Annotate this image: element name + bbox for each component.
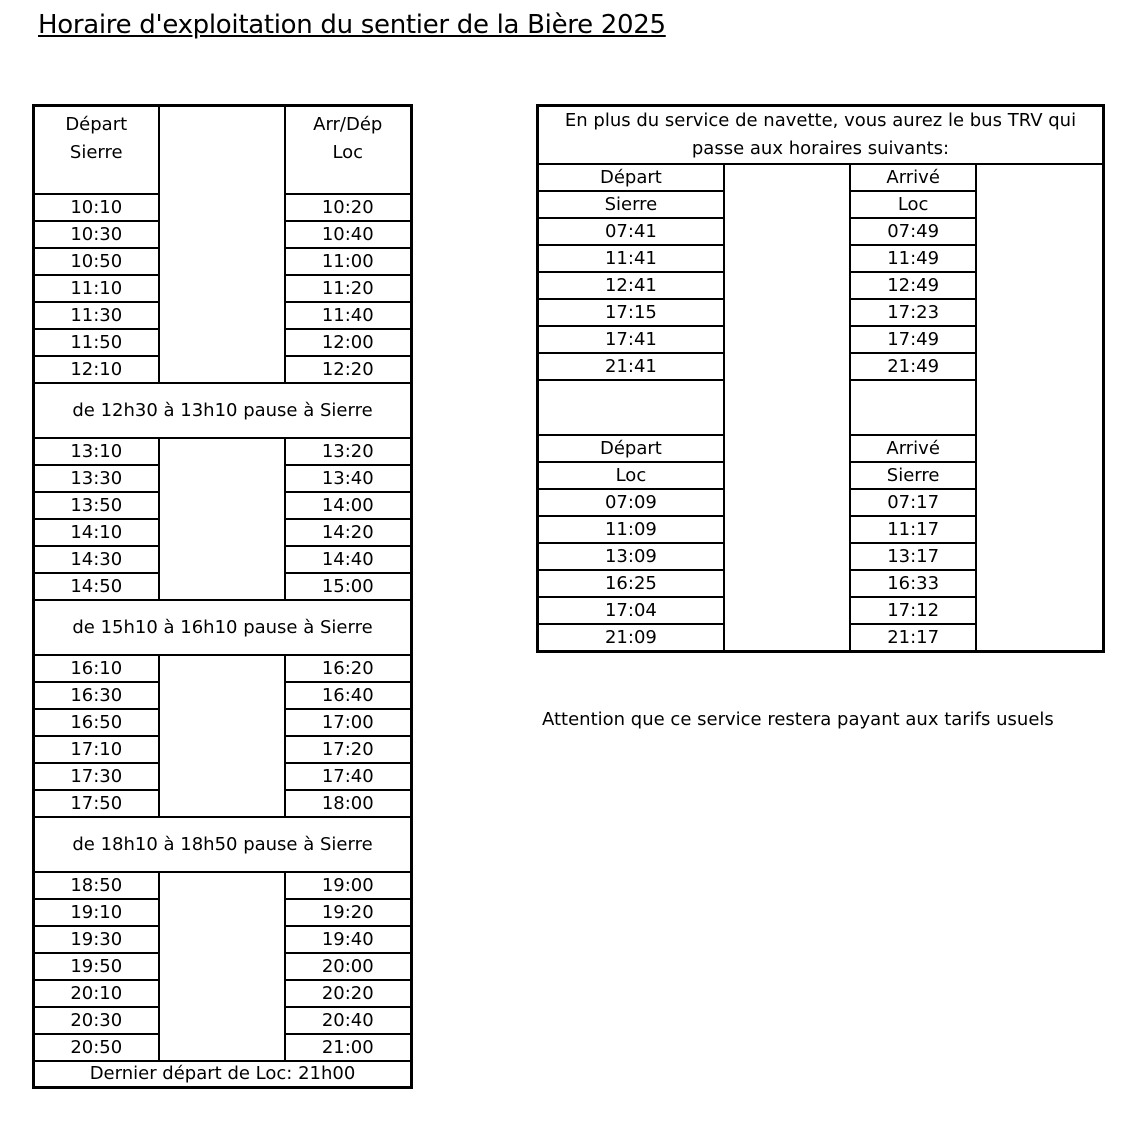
spacer-cell: [976, 597, 1103, 624]
header-left: Sierre: [538, 191, 724, 218]
departure-time: 14:10: [34, 519, 159, 546]
arrival-time: 15:00: [285, 573, 412, 600]
table-row: [538, 299, 1104, 326]
spacer-cell: [159, 872, 285, 899]
arrival-time: 12:00: [285, 329, 412, 356]
table-row: [34, 682, 412, 709]
departure-time: 11:41: [538, 245, 724, 272]
footer-row: [34, 1061, 412, 1088]
spacer-cell: [724, 299, 850, 326]
arrival-time: 20:40: [285, 1007, 412, 1034]
arrival-time: 11:49: [850, 245, 976, 272]
table-row: [34, 221, 412, 248]
departure-time: 11:50: [34, 329, 159, 356]
intro-row: [538, 106, 1104, 165]
table-row: [538, 489, 1104, 516]
header-right: Arrivé: [850, 435, 976, 462]
departure-time: 14:30: [34, 546, 159, 573]
departure-time: 17:30: [34, 763, 159, 790]
arrival-time: 16:20: [285, 655, 412, 682]
spacer-cell: [159, 899, 285, 926]
table-row: [538, 218, 1104, 245]
table-row: [538, 543, 1104, 570]
departure-time: 19:50: [34, 953, 159, 980]
departure-time: 20:50: [34, 1034, 159, 1061]
arrival-time: 21:00: [285, 1034, 412, 1061]
spacer-cell: [724, 624, 850, 652]
table-row: [34, 302, 412, 329]
spacer-cell: [976, 543, 1103, 570]
spacer-cell: [159, 492, 285, 519]
spacer-cell: [159, 329, 285, 356]
header-left: Loc: [538, 462, 724, 489]
spacer-cell: [976, 380, 1103, 435]
table-row: [34, 736, 412, 763]
spacer-cell: [159, 1007, 285, 1034]
header-right: Sierre: [850, 462, 976, 489]
pause-row: [34, 600, 412, 655]
arrival-time: 11:00: [285, 248, 412, 275]
departure-time: 10:10: [34, 194, 159, 221]
spacer-cell: [976, 245, 1103, 272]
arrival-time: 12:49: [850, 272, 976, 299]
departure-time: 07:09: [538, 489, 724, 516]
spacer-cell: [976, 326, 1103, 353]
arrival-time: 17:12: [850, 597, 976, 624]
last-departure-note: Dernier départ de Loc: 21h00: [34, 1061, 412, 1088]
table-row: [34, 275, 412, 302]
table-row: [34, 438, 412, 465]
table-row: [538, 326, 1104, 353]
arrival-time: 12:20: [285, 356, 412, 383]
departure-time: 11:30: [34, 302, 159, 329]
spacer-cell: [159, 790, 285, 817]
table-row: [538, 272, 1104, 299]
departure-time: 12:41: [538, 272, 724, 299]
departure-time: 19:10: [34, 899, 159, 926]
arrival-time: 17:23: [850, 299, 976, 326]
arrival-time: 14:00: [285, 492, 412, 519]
pause-text: de 18h10 à 18h50 pause à Sierre: [34, 817, 412, 872]
pause-row: [34, 383, 412, 438]
page-title: Horaire d'exploitation du sentier de la Bière 2025: [38, 10, 666, 40]
pause-text: de 15h10 à 16h10 pause à Sierre: [34, 600, 412, 655]
spacer-cell: [724, 164, 850, 191]
spacer-cell: [724, 272, 850, 299]
departure-time: 17:04: [538, 597, 724, 624]
spacer-cell: [159, 438, 285, 465]
arrival-time: 17:00: [285, 709, 412, 736]
table-row: [34, 980, 412, 1007]
payment-notice: Attention que ce service restera payant aux tarifs usuels: [542, 709, 1054, 730]
spacer-cell: [976, 624, 1103, 652]
departure-time: 07:41: [538, 218, 724, 245]
section-gap: [538, 380, 1104, 435]
table-row: [34, 655, 412, 682]
spacer-cell: [159, 953, 285, 980]
spacer-cell: [976, 218, 1103, 245]
spacer-cell: [976, 299, 1103, 326]
table-row: [34, 465, 412, 492]
arrival-time: 07:17: [850, 489, 976, 516]
spacer-cell: [724, 435, 850, 462]
arrival-time: 13:20: [285, 438, 412, 465]
departure-time: 16:10: [34, 655, 159, 682]
spacer-cell: [159, 573, 285, 600]
gap-cell: [850, 380, 976, 435]
departure-time: 13:10: [34, 438, 159, 465]
spacer-cell: [159, 302, 285, 329]
section-header-row: [538, 462, 1104, 489]
spacer-cell: [724, 543, 850, 570]
arrival-time: 17:20: [285, 736, 412, 763]
spacer-cell: [976, 489, 1103, 516]
spacer-cell: [976, 462, 1103, 489]
spacer-cell: [976, 570, 1103, 597]
departure-time: 10:30: [34, 221, 159, 248]
arrival-time: 11:20: [285, 275, 412, 302]
table-row: [34, 519, 412, 546]
section-header-row: [538, 164, 1104, 191]
spacer-cell: [159, 682, 285, 709]
spacer-cell: [159, 275, 285, 302]
table-row: [34, 953, 412, 980]
table-row: [538, 245, 1104, 272]
spacer-cell: [724, 462, 850, 489]
arrival-time: 17:40: [285, 763, 412, 790]
arrival-time: 11:17: [850, 516, 976, 543]
section-header-row: [538, 435, 1104, 462]
arrival-time: 17:49: [850, 326, 976, 353]
table-row: [34, 899, 412, 926]
table-row: [34, 492, 412, 519]
spacer-cell: [159, 709, 285, 736]
gap-cell: [538, 380, 724, 435]
spacer-cell: [976, 164, 1103, 191]
spacer-cell: [724, 353, 850, 380]
table-row: [34, 1007, 412, 1034]
spacer-cell: [159, 1034, 285, 1061]
arrival-time: 18:00: [285, 790, 412, 817]
departure-time: 20:30: [34, 1007, 159, 1034]
spacer-cell: [976, 272, 1103, 299]
table-row: [538, 624, 1104, 652]
arrival-time: 16:40: [285, 682, 412, 709]
departure-time: 10:50: [34, 248, 159, 275]
spacer-cell: [159, 356, 285, 383]
table-row: [34, 872, 412, 899]
header-right: Arrivé: [850, 164, 976, 191]
spacer-cell: [159, 106, 285, 195]
spacer-cell: [724, 380, 850, 435]
arrival-time: 21:49: [850, 353, 976, 380]
arrival-time: 07:49: [850, 218, 976, 245]
spacer-cell: [724, 489, 850, 516]
table-row: [34, 709, 412, 736]
spacer-cell: [159, 221, 285, 248]
departure-time: 16:25: [538, 570, 724, 597]
departure-time: 13:50: [34, 492, 159, 519]
table-row: [34, 573, 412, 600]
spacer-cell: [724, 570, 850, 597]
departure-time: 13:09: [538, 543, 724, 570]
departure-time: 11:10: [34, 275, 159, 302]
table-row: [538, 570, 1104, 597]
departure-time: 17:50: [34, 790, 159, 817]
spacer-cell: [724, 245, 850, 272]
departure-time: 19:30: [34, 926, 159, 953]
arrival-time: 13:17: [850, 543, 976, 570]
table-row: [538, 597, 1104, 624]
arrival-time: 10:40: [285, 221, 412, 248]
table-row: [538, 353, 1104, 380]
spacer-cell: [159, 465, 285, 492]
departure-time: 17:41: [538, 326, 724, 353]
header-left: Départ: [538, 435, 724, 462]
departure-time: 14:50: [34, 573, 159, 600]
spacer-cell: [724, 597, 850, 624]
section-header-row: [538, 191, 1104, 218]
departure-time: 17:15: [538, 299, 724, 326]
arrival-time: 16:33: [850, 570, 976, 597]
departure-time: 16:30: [34, 682, 159, 709]
table-header-row: [34, 106, 412, 195]
table-row: [34, 546, 412, 573]
departure-time: 21:41: [538, 353, 724, 380]
table-row: [34, 763, 412, 790]
header-right: Loc: [850, 191, 976, 218]
spacer-cell: [159, 519, 285, 546]
departure-time: 16:50: [34, 709, 159, 736]
table-row: [34, 194, 412, 221]
pause-row: [34, 817, 412, 872]
spacer-cell: [724, 326, 850, 353]
arrival-time: 13:40: [285, 465, 412, 492]
spacer-cell: [159, 926, 285, 953]
spacer-cell: [159, 655, 285, 682]
table-row: [34, 329, 412, 356]
spacer-cell: [976, 516, 1103, 543]
trv-bus-schedule-table: [536, 104, 1105, 653]
departure-time: 12:10: [34, 356, 159, 383]
table-row: [34, 248, 412, 275]
spacer-cell: [976, 191, 1103, 218]
table-row: [34, 790, 412, 817]
departure-time: 21:09: [538, 624, 724, 652]
spacer-cell: [724, 191, 850, 218]
table-row: [538, 516, 1104, 543]
table-row: [34, 356, 412, 383]
header-left: Départ: [538, 164, 724, 191]
arrival-time: 19:00: [285, 872, 412, 899]
arrival-time: 20:20: [285, 980, 412, 1007]
spacer-cell: [159, 763, 285, 790]
arrival-time: 19:20: [285, 899, 412, 926]
spacer-cell: [159, 736, 285, 763]
spacer-cell: [976, 353, 1103, 380]
table-row: [34, 926, 412, 953]
spacer-cell: [159, 248, 285, 275]
spacer-cell: [159, 980, 285, 1007]
spacer-cell: [159, 194, 285, 221]
departure-time: 17:10: [34, 736, 159, 763]
intro-text: En plus du service de navette, vous aurez le bus TRV qui passe aux horaires suivants:: [538, 106, 1104, 165]
departure-time: 20:10: [34, 980, 159, 1007]
arrival-time: 14:40: [285, 546, 412, 573]
header-arr-dep-loc: Arr/Dép Loc: [285, 106, 412, 195]
shuttle-schedule-table: [32, 104, 413, 1089]
spacer-cell: [724, 516, 850, 543]
header-depart-sierre: Départ Sierre: [34, 106, 159, 195]
arrival-time: 11:40: [285, 302, 412, 329]
departure-time: 18:50: [34, 872, 159, 899]
spacer-cell: [976, 435, 1103, 462]
departure-time: 11:09: [538, 516, 724, 543]
arrival-time: 21:17: [850, 624, 976, 652]
arrival-time: 20:00: [285, 953, 412, 980]
departure-time: 13:30: [34, 465, 159, 492]
arrival-time: 10:20: [285, 194, 412, 221]
pause-text: de 12h30 à 13h10 pause à Sierre: [34, 383, 412, 438]
arrival-time: 19:40: [285, 926, 412, 953]
spacer-cell: [159, 546, 285, 573]
spacer-cell: [724, 218, 850, 245]
arrival-time: 14:20: [285, 519, 412, 546]
table-row: [34, 1034, 412, 1061]
